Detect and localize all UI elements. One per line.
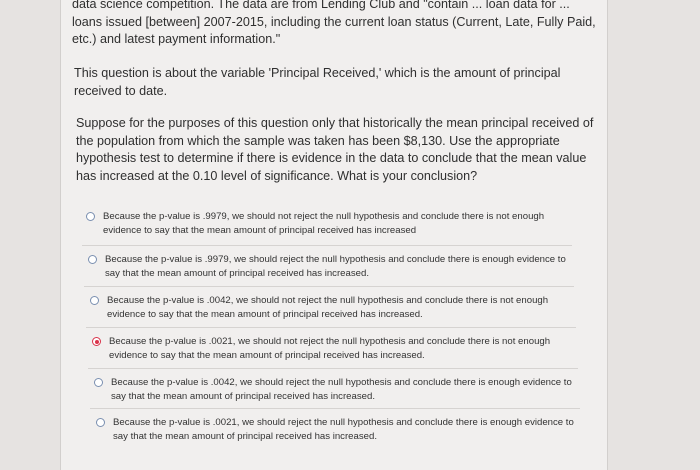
answer-option-2[interactable]	[82, 253, 572, 280]
answer-option-label: Because the p-value is .0042, we should not reject the null hypothesis and conclude there is not enough evidence to say that the mean amount of principal received has increased.	[107, 295, 549, 320]
option-divider	[88, 368, 578, 369]
answer-option-label: Because the p-value is .0021, we should reject the null hypothesis and conclude there is enough evidence to say that the mean amount of principal received has increased.	[113, 417, 574, 442]
question-intro: data science competition. The data are from Lending Club and "contain ... loan data for ... loans issued [between] 2007-2015, including the current loan status (Current, Late, Fully Paid, etc.) and latest payment information."	[72, 0, 596, 46]
radio-button-selected[interactable]	[92, 337, 101, 346]
answer-option-3[interactable]	[84, 294, 574, 321]
option-divider	[82, 245, 572, 246]
radio-button[interactable]	[94, 378, 103, 387]
question-prompt: Suppose for the purposes of this question only that historically the mean principal received of the population from which the sample was taken has been $8,130. Use the appropriate hypothesis test to determine if there is evidence in the data to conclude that the mean value has increased at the 0.10 level of significance. What is your conclusion?	[76, 116, 594, 183]
answer-option-label: Because the p-value is .9979, we should not reject the null hypothesis and conclude there is not enough evidence to say that the mean amount of principal received has increased	[103, 211, 545, 236]
answer-option-5[interactable]	[88, 376, 578, 403]
radio-button[interactable]	[88, 255, 97, 264]
answer-option-1[interactable]	[80, 210, 570, 237]
variable-note: This question is about the variable 'Principal Received,' which is the amount of principal received to date.	[74, 66, 561, 98]
answer-option-6[interactable]	[90, 416, 580, 443]
option-divider	[86, 327, 576, 328]
answer-option-4[interactable]	[86, 335, 576, 362]
option-divider	[84, 286, 574, 287]
radio-button[interactable]	[86, 212, 95, 221]
answer-option-label: Because the p-value is .0021, we should not reject the null hypothesis and conclude there is not enough evidence to say that the mean amount of principal received has increased.	[109, 336, 551, 361]
option-divider	[90, 408, 580, 409]
radio-button[interactable]	[90, 296, 99, 305]
answer-option-label: Because the p-value is .9979, we should reject the null hypothesis and conclude there is enough evidence to say that the mean amount of principal received has increased.	[105, 254, 566, 279]
radio-button[interactable]	[96, 418, 105, 427]
answer-option-label: Because the p-value is .0042, we should reject the null hypothesis and conclude there is enough evidence to say that the mean amount of principal received has increased.	[111, 377, 572, 402]
